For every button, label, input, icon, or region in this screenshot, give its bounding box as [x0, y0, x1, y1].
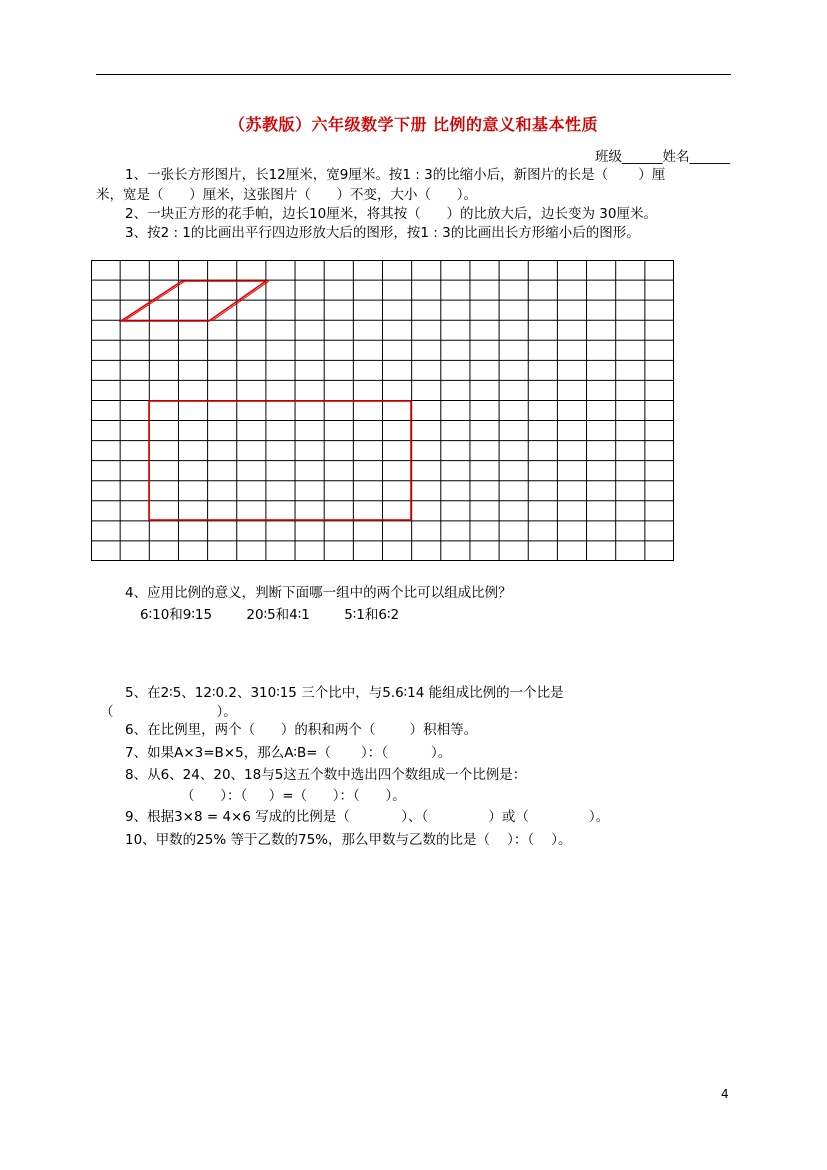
question-5-line-1: 5、在2∶5、12∶0.2、310∶15 三个比中，与5.6∶14 能组成比例的一个比是: [125, 685, 564, 701]
question-6: 6、在比例里，两个（ ）的积和两个（ ）积相等。: [125, 722, 478, 738]
parallelogram-shape: [121, 281, 266, 321]
question-9: 9、根据3×8 = 4×6 写成的比例是（ ）、（ ）或（ ）。: [125, 809, 610, 825]
question-8-line-2: （ ）：（ ）=（ ）：（ ）。: [181, 788, 406, 804]
question-1-line-1: 1、一张长方形图片，长12厘米，宽9厘米。按1 : 3的比缩小后，新图片的长是（ ）厘: [125, 167, 666, 183]
question-4: 4、应用比例的意义，判断下面哪一组中的两个比可以组成比例？: [125, 585, 512, 601]
parallelogram-left-edge-accent: [124, 281, 185, 321]
grid-svg: [91, 260, 674, 561]
question-7: 7、如果A×3=B×5，那么A∶B=（ ）：（ ）。: [125, 745, 452, 761]
question-2: 2、一块正方形的花手帕，边长10厘米，将其按（ ）的比放大后，边长变为 30厘米。: [125, 206, 657, 222]
question-3: 3、按2 : 1的比画出平行四边形放大后的图形，按1 : 3的比画出长方形缩小后的图形。: [125, 225, 640, 241]
page-number: 4: [721, 1087, 729, 1101]
drawing-grid: [91, 260, 674, 561]
header-rule: [96, 74, 731, 75]
question-10: 10、甲数的25% 等于乙数的75%，那么甲数与乙数的比是（ ）：（ ）。: [125, 832, 572, 848]
question-5-line-2: （ ）。: [100, 704, 237, 720]
page-title: （苏教版）六年级数学下册 比例的意义和基本性质: [228, 115, 599, 134]
question-1-line-2: 米，宽是（ ）厘米，这张图片（ ）不变，大小（ ）。: [96, 187, 477, 203]
question-4-options: 6∶10和9∶15 20∶5和4∶1 5∶1和6∶2: [140, 607, 400, 623]
class-name-line: 班级______姓名______: [595, 149, 730, 165]
parallelogram-right-edge-accent: [212, 281, 269, 321]
question-8-line-1: 8、从6、24、20、18与5这五个数中选出四个数组成一个比例是：: [125, 767, 527, 783]
